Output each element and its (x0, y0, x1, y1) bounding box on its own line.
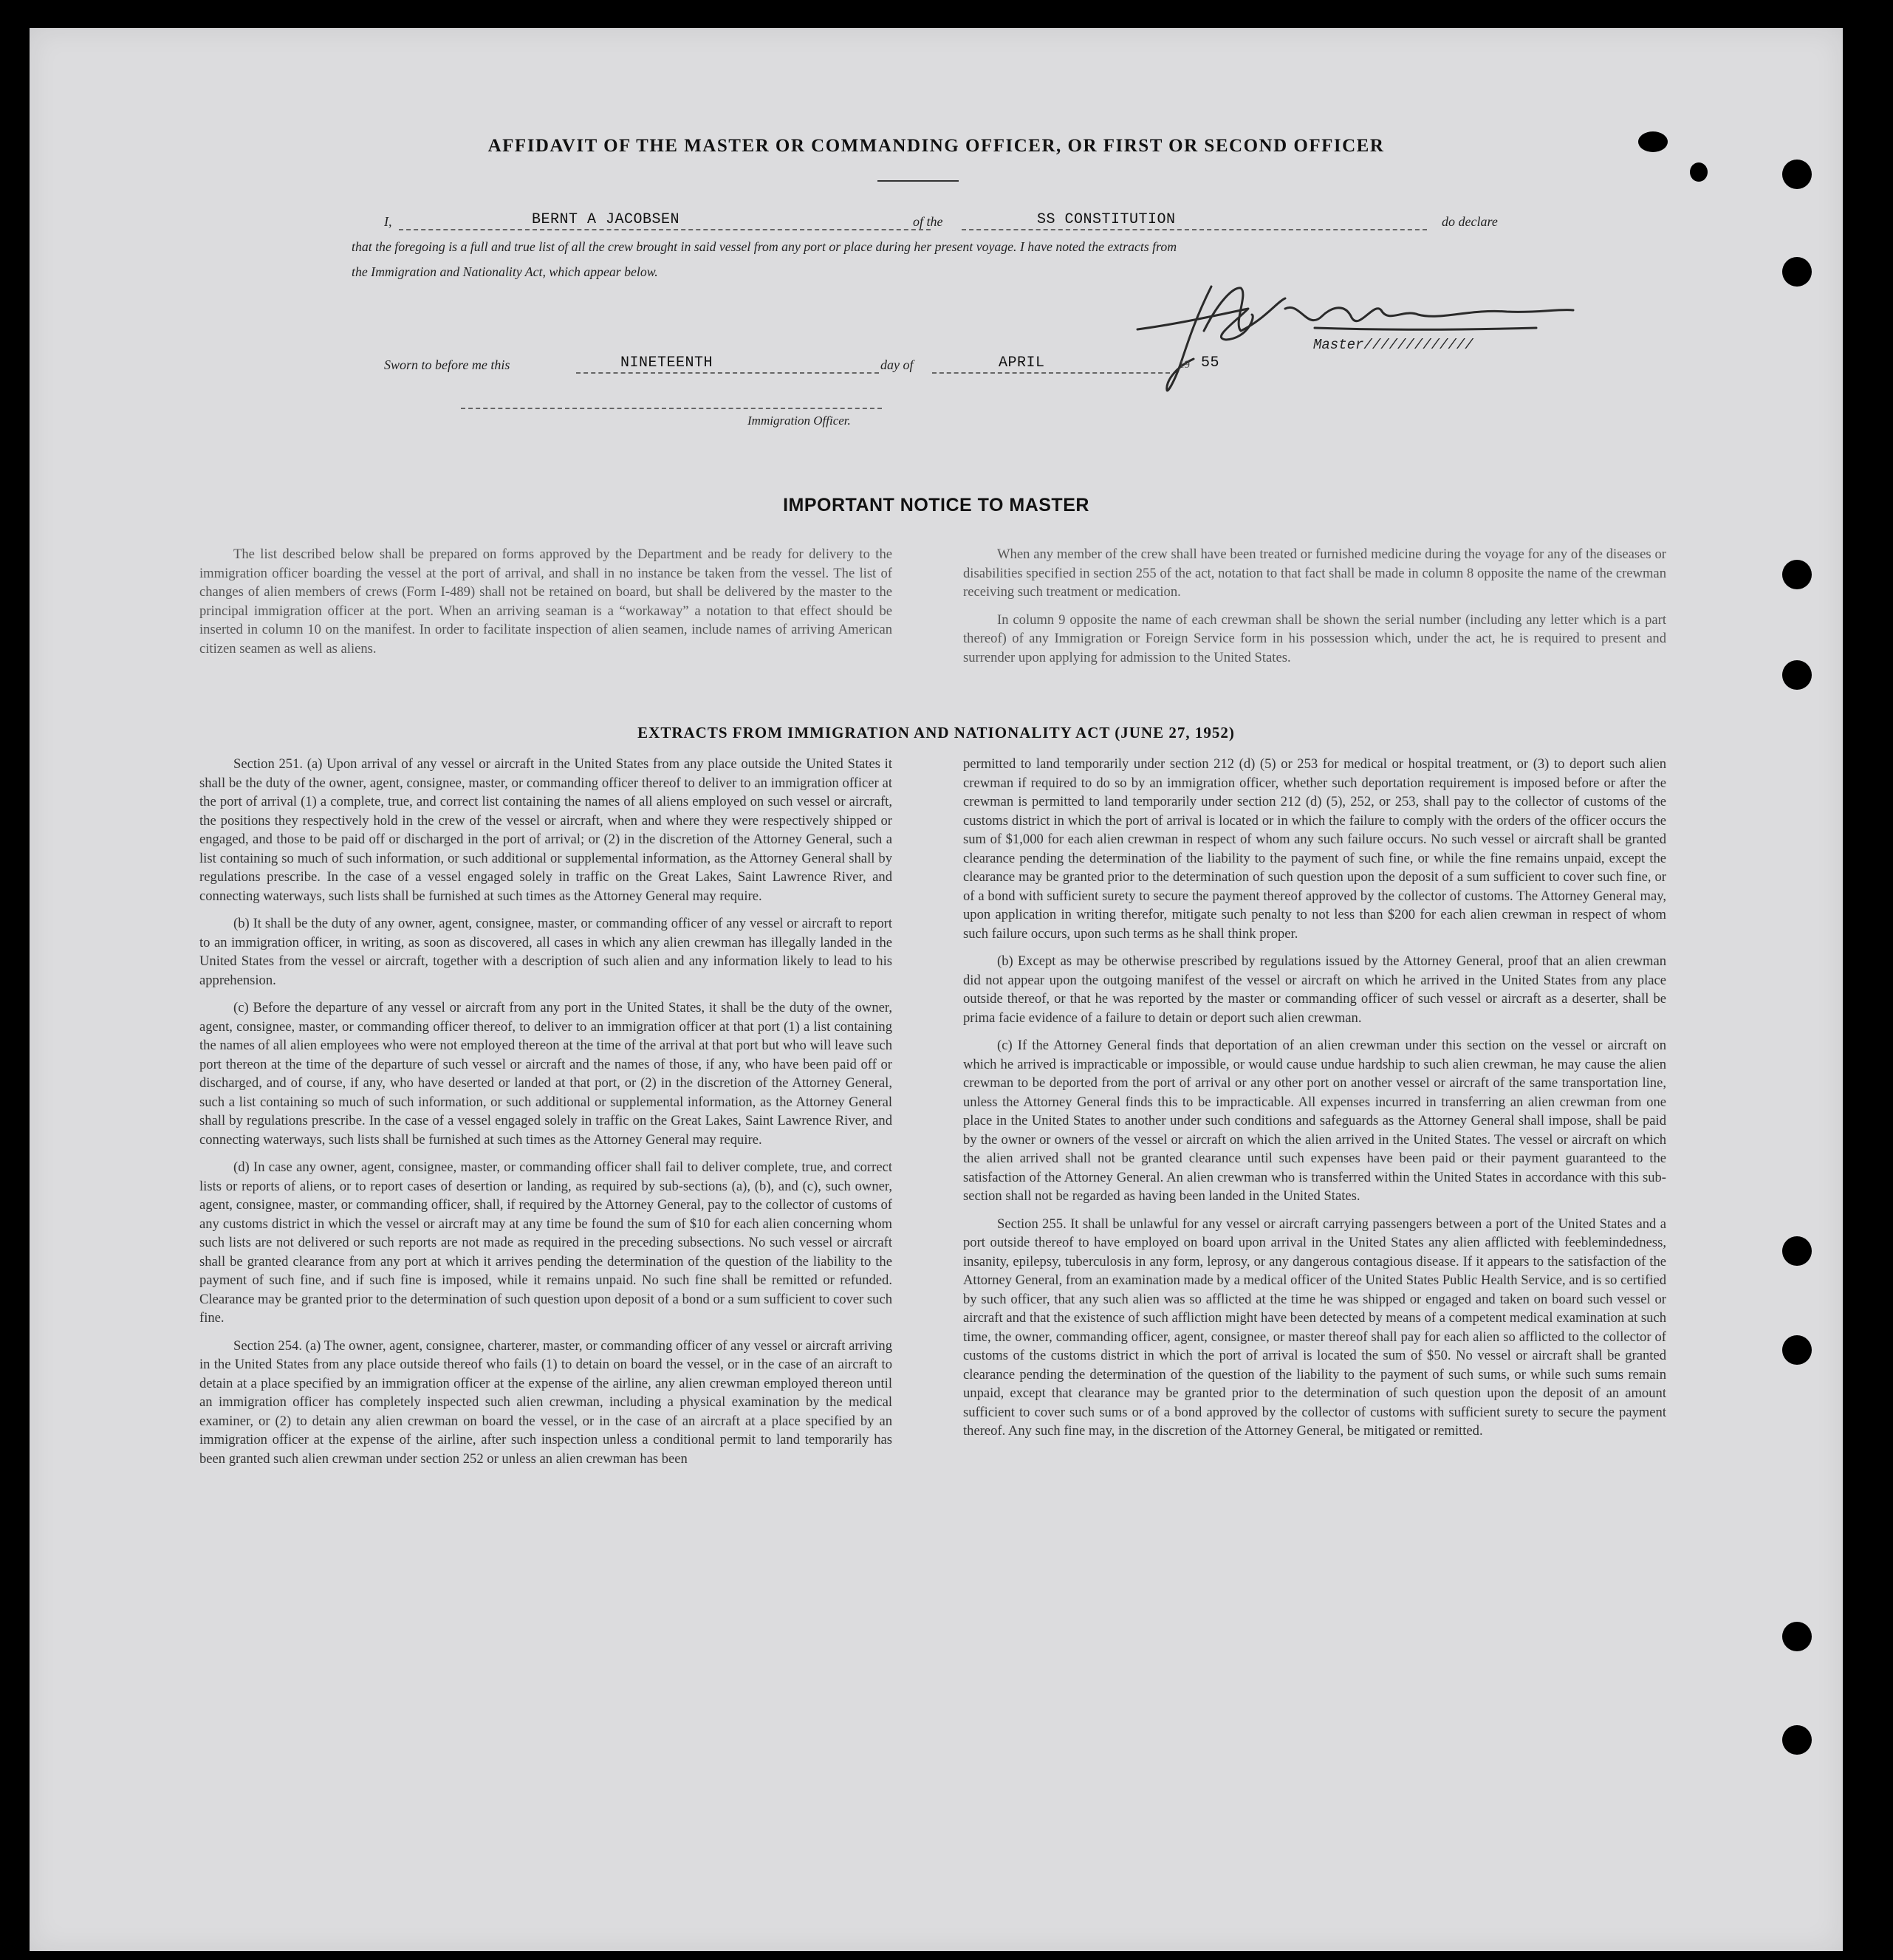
extracts-left-column (199, 755, 892, 1477)
ink-blot (1690, 162, 1708, 182)
binder-hole (1782, 560, 1812, 589)
declarant-name-field: BERNT A JACOBSEN (532, 211, 680, 228)
declarant-line (399, 229, 931, 230)
of-the-label: of the (913, 214, 943, 229)
binder-hole (1782, 1725, 1812, 1755)
officer-signature-line (461, 408, 882, 409)
extract-paragraph: Section 251. (a) Upon arrival of any vessel or aircraft in the United States from any place outside the United States it shall be the duty of the owner, agent, consignee, master, or commanding officer thereof to deliver to an immigration officer at the port of arrival (1) a complete, true, and correct list containing the names of all aliens employed on such vessel or aircraft, the positions they respectively hold in the crew of the vessel or aircraft, when and where they were respectively shipped or engaged, and those to be paid off or discharged in the port of arrival; or (2) in the discretion of the Attorney General, such a list containing so much of such information, or such additional or supplemental information, as the Attorney General shall by regulations prescribe. In the case of a vessel engaged solely in traffic on the Great Lakes, Saint Lawrence River, and connecting waterways, such lists shall be furnished at such times as the Attorney General may require. (199, 756, 892, 904)
sworn-prefix: Sworn to before me this (384, 357, 510, 372)
notice-left-column (199, 545, 892, 667)
extracts-right-column (963, 755, 1666, 1450)
extracts-title: EXTRACTS FROM IMMIGRATION AND NATIONALITY ACT (JUNE 27, 1952) (637, 724, 1235, 741)
title-divider (877, 180, 959, 182)
sworn-month-line (932, 372, 1170, 374)
do-declare-label: do declare (1442, 214, 1498, 229)
master-signature (1123, 272, 1581, 397)
binder-hole (1782, 1236, 1812, 1266)
extract-paragraph: permitted to land temporarily under section 212 (d) (5) or 253 for medical or hospital treatment, or (3) to deport such alien crewman if required to do so by an immigration officer, whether such deportation requirement is imposed before or after the crewman is permitted to land temporarily under section 212 (d) (5), 252, or 253, shall pay to the collector of customs of the customs district in which the port of arrival is located or in which the failure to comply with the orders of the officer occurs the sum of $1,000 for each alien crewman in respect of whom any such failure occurs. No such vessel or aircraft shall be granted clearance pending the determination of the liability to the payment of such fine, or while the fine remains unpaid, except the clearance may be granted prior to the determination of such question upon the deposit of a sum sufficient to cover such fine, or of a bond with sufficient surety to secure the payment thereof approved by the collector of customs. The Attorney General may, upon application in writing therefor, mitigate such penalty to not less than $200 for each alien crewman in respect of whom such failure occurs, upon such terms as he shall think proper. (963, 756, 1666, 942)
notice-right-paragraph: When any member of the crew shall have been treated or furnished medicine during the voyage for any of the diseases or disabilities specified in section 255 of the act, notation to that fact shall be made in column 8 opposite the name of the crewman receiving such treatment or medication. (963, 546, 1666, 600)
binder-hole (1782, 660, 1812, 690)
notice-right-paragraph: In column 9 opposite the name of each crewman shall be shown the serial number (including any letter which is a part thereof) of any Immigration or Foreign Service form in his possession which, under the act, he is required to present and surrender upon applying for admission to the United States. (963, 611, 1666, 665)
statement-line-2: the Immigration and Nationality Act, which appear below. (352, 264, 658, 279)
vessel-name-field: SS CONSTITUTION (1037, 211, 1176, 228)
document-page (30, 28, 1843, 1951)
extract-paragraph: (b) Except as may be otherwise prescribed by regulations issued by the Attorney General, proof that an alien crewman did not appear upon the outgoing manifest of the vessel or aircraft on which he arrived in the United States from any place outside thereof, or that he was reported by the master or commanding officer of such vessel or aircraft as a deserter, shall be prima facie evidence of a failure to detain or deport such alien crewman. (963, 953, 1666, 1026)
day-of-label: day of (880, 357, 914, 372)
extract-paragraph: Section 255. It shall be unlawful for any vessel or aircraft carrying passengers between a port of the United States and a port outside thereof to have employed on board upon arrival in the United States any alien afflicted with feeblemindedness, insanity, epilepsy, tuberculosis in any form, leprosy, or any dangerous contagious disease. If it appears to the satisfaction of the Attorney General, from an examination made by a medical officer of the United States Public Health Service, and is so certified by such officer, that any such alien was so afflicted at the time he was shipped or engaged and taken on board such vessel or aircraft and that the existence of such affliction might have been detected by means of a competent medical examination at such time, the owner, commanding officer, agent, consignee, or master thereof shall pay for each alien so afflicted to the collector of customs of the customs district in which the port of arrival is located the sum of $50. No vessel or aircraft shall be granted clearance pending the determination of the question of the liability to the payment of such sums, or while such sums remain unpaid, except that clearance may be granted prior to the determination of such question upon the deposit of an amount sufficient to cover such sums or of a bond approved by the collector of customs with sufficient surety to secure the payment thereof. Any such fine may, in the discretion of the Attorney General, be mitigated or remitted. (963, 1216, 1666, 1439)
notice-right-column (963, 545, 1666, 676)
notice-title: IMPORTANT NOTICE TO MASTER (783, 495, 1089, 515)
binder-hole (1782, 1622, 1812, 1651)
sworn-day-field: NINETEENTH (620, 354, 713, 371)
binder-hole (1782, 257, 1812, 287)
statement-line-1: that the foregoing is a full and true list of all the crew brought in said vessel from any port or place during her present voyage. I have noted the extracts from (352, 239, 1177, 254)
extract-paragraph: (c) If the Attorney General finds that deportation of an alien crewman under this section on the vessel or aircraft on which he arrived is impracticable or impossible, or would cause undue hardship to such alien crewman, he may cause the alien crewman to be deported from the port of arrival or any other port on another vessel or aircraft of the same transportation line, unless the Attorney General finds this to be impracticable. All expenses incurred in transferring an alien crewman from one place in the United States to another under such conditions and safeguards as the Attorney General shall impose, shall be paid by the owner or owners of the vessel or aircraft on which the alien arrived in the United States. The vessel or aircraft on which the alien arrived shall not be granted clearance until such expenses have been paid or their payment guaranteed to the satisfaction of the Attorney General. An alien crewman who is transferred within the United States in accordance with this sub-section shall not be regarded as having been landed in the United States. (963, 1038, 1666, 1204)
affidavit-title: AFFIDAVIT OF THE MASTER OR COMMANDING OFFICER, OR FIRST OR SECOND OFFICER (487, 136, 1385, 156)
year-prefix: 19 (1179, 359, 1190, 371)
year-suffix-field: 55 (1201, 354, 1220, 371)
extract-paragraph: (c) Before the departure of any vessel or aircraft from any port in the United States, it shall be the duty of the owner, agent, consignee, master, or commanding officer thereof, to deliver to an immigration officer at that port (1) a list containing the names of all alien employees who were not employed thereon at the time of the arrival at that port but who will leave such port thereon at the time of the departure of such vessel or aircraft and the names of those, if any, who have been paid off or discharged, and of course, if any, who have deserted or landed at that port, or (2) in the discretion of the Attorney General, such a list containing so much of such information, or such additional or supplemental information, as the Attorney General shall by regulations prescribe. In the case of a vessel engaged solely in traffic on the Great Lakes, Saint Lawrence River, and connecting waterways, such lists shall be furnished at such times as the Attorney General may require. (199, 1000, 892, 1148)
extract-paragraph: Section 254. (a) The owner, agent, consignee, charterer, master, or commanding officer of any vessel or aircraft arriving in the United States from any place outside thereof who fails (1) to detain on board the vessel, or in the case of an aircraft to detain at a place specified by an immigration officer at the expense of the airline, any alien crewman employed thereon until an immigration officer has completely inspected such alien crewman, including a physical examination by the medical examiner, or (2) to detain any alien crewman on board the vessel, or in the case of an aircraft at a place specified by an immigration officer at the expense of the airline, after such inspection unless a conditional permit to land temporarily has been granted such alien crewman under section 252 or unless an alien crewman has been (199, 1337, 892, 1467)
binder-hole (1782, 1335, 1812, 1365)
notice-left-paragraph: The list described below shall be prepared on forms approved by the Department and be ready for delivery to the immigration officer boarding the vessel at the port of arrival, and shall in no instance be taken from the vessel. The list of changes of alien members of crews (Form I-489) shall not be retained on board, but shall be delivered by the master to the principal immigration officer at the port. When an arriving seaman is a “workaway” a notation to that effect should be inserted in column 10 on the manifest. In order to facilitate inspection of alien seamen, include names of arriving American citizen seamen as well as aliens. (199, 546, 892, 657)
officer-caption: Immigration Officer. (747, 414, 851, 428)
sworn-month-field: APRIL (999, 354, 1045, 371)
vessel-line (962, 229, 1427, 230)
master-caption: Master///////////// (1313, 337, 1473, 353)
declarant-prefix: I, (384, 214, 392, 229)
sworn-day-line (576, 372, 879, 374)
binder-hole (1782, 160, 1812, 189)
extract-paragraph: (d) In case any owner, agent, consignee, master, or commanding officer shall fail to deliver complete, true, and correct lists or reports of aliens, or to report cases of desertion or landing, as required by sub-sections (a), (b), and (c), such owner, agent, consignee, master, or commanding officer, shall, if required by the Attorney General, pay to the collector of customs of any customs district in which the vessel or aircraft may at any time be found the sum of $10 for each alien concerning whom such lists are not delivered or such reports are not made as required in the preceding subsections. No such vessel or aircraft shall be granted clearance from any port at which it arrives pending the determination of the question of the liability to the payment of such fine, and if such fine is imposed, while it remains unpaid. No such fine shall be remitted or refunded. Clearance may be granted prior to the determination of such question upon deposit of a bond or a sum sufficient to cover such fine. (199, 1159, 892, 1326)
extract-paragraph: (b) It shall be the duty of any owner, agent, consignee, master, or commanding officer of any vessel or aircraft to report to an immigration officer, in writing, as soon as discovered, all cases in which any alien crewman has illegally landed in the United States from the vessel or aircraft, together with a description of such alien and any information likely to lead to his apprehension. (199, 916, 892, 988)
